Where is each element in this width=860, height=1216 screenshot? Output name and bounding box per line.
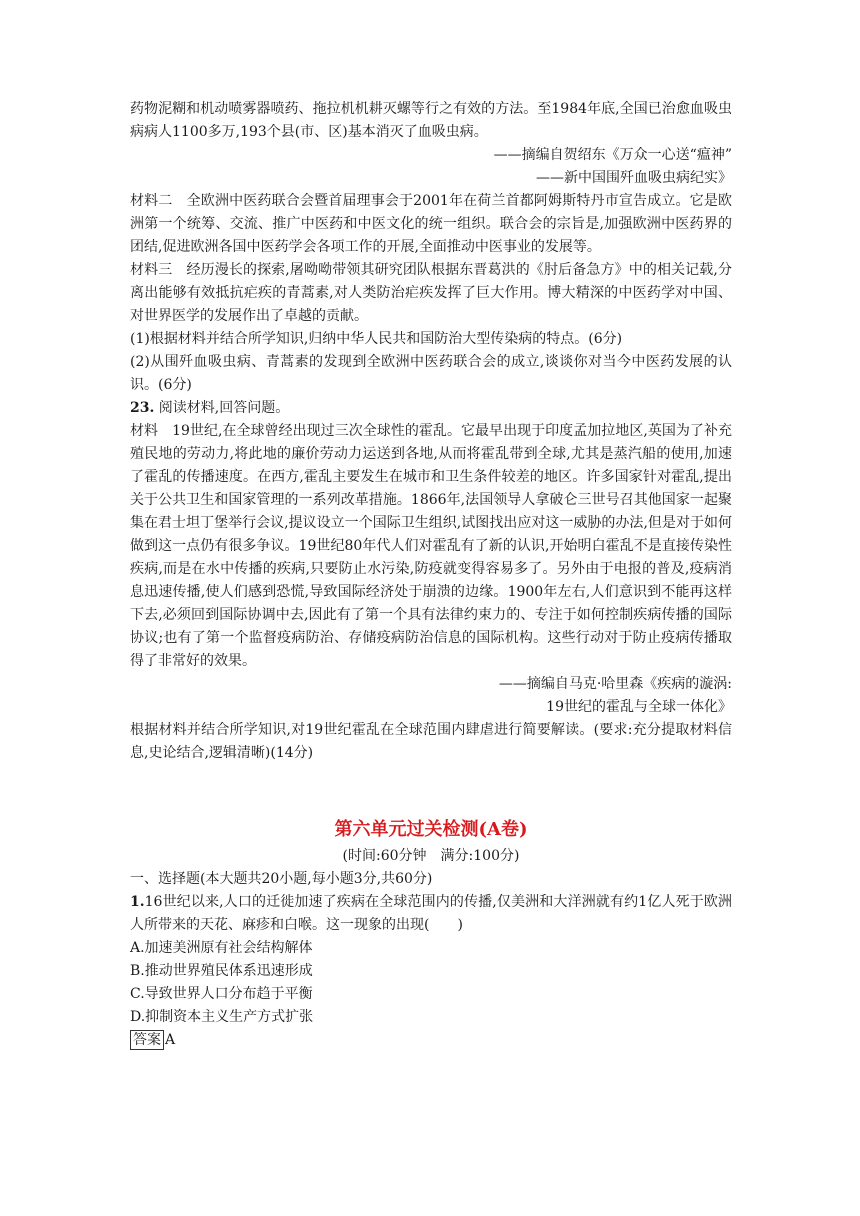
question-1-stem: 16世纪以来,人口的迁徙加速了疾病在全球范围内的传播,仅美洲和大洋洲就有约1亿人死于欧洲人所带来的天花、麻疹和白喉。这一现象的出现( )	[130, 894, 732, 933]
material-3: 材料三 经历漫长的探索,屠呦呦带领其研究团队根据东晋葛洪的《肘后备急方》中的相关记载,分离出能够有效抵抗疟疾的青蒿素,对人类防治疟疾发挥了巨大作用。博大精深的中医药学对中国、对世界医学的发展作出了卓越的贡献。	[130, 262, 732, 324]
question-23-heading	[130, 397, 732, 420]
option-c: C.导致世界人口分布趋于平衡	[130, 986, 313, 1002]
question-23-instruction: 阅读材料,回答问题。	[154, 400, 290, 416]
option-d: D.抑制资本主义生产方式扩张	[130, 1009, 314, 1025]
section-heading: 一、选择题(本大题共20小题,每小题3分,共60分)	[130, 871, 433, 887]
answer-value: A	[165, 1032, 176, 1048]
option-a: A.加速美洲原有社会结构解体	[130, 940, 313, 956]
answer-line	[130, 1029, 732, 1052]
unit-title: 第六单元过关检测(A卷)	[334, 819, 528, 840]
question-1-number: 1.	[130, 894, 145, 910]
question-23-prompt: 根据材料并结合所学知识,对19世纪霍乱在全球范围内肆虐进行简要解读。(要求:充分提取材料信息,史论结合,逻辑清晰)(14分)	[130, 722, 732, 761]
source-citation-1: ——摘编自贺绍东《万众一心送“瘟神”	[493, 147, 732, 163]
answer-label: 答案	[130, 1030, 164, 1050]
time-and-score: (时间:60分钟 满分:100分)	[342, 848, 520, 864]
source-citation-1-cont: ——新中国围歼血吸虫病纪实》	[536, 170, 732, 186]
document-page	[130, 98, 732, 1052]
source-citation-2-cont: 19世纪的霍乱与全球一体化》	[546, 699, 732, 715]
material1-ending: 药物泥糊和机动喷雾器喷药、拖拉机机耕灭螺等行之有效的方法。至1984年底,全国已治愈血吸虫病病人1100多万,193个县(市、区)基本消灭了血吸虫病。	[130, 101, 732, 140]
question-23-number: 23.	[130, 400, 155, 416]
question-22-2: (2)从围歼血吸虫病、青蒿素的发现到全欧洲中医药联合会的成立,谈谈你对当今中医药发展的认识。(6分)	[130, 354, 732, 393]
material-2: 材料二 全欧洲中医药联合会暨首届理事会于2001年在荷兰首都阿姆斯特丹市宣告成立。它是欧洲第一个统筹、交流、推广中医药和中医文化的统一组织。联合会的宗旨是,加强欧洲中医药界的团结,促进欧洲各国中医药学会各项工作的开展,全面推动中医事业的发展等。	[130, 193, 732, 255]
question-1	[130, 891, 732, 937]
question-22-1: (1)根据材料并结合所学知识,归纳中华人民共和国防治大型传染病的特点。(6分)	[130, 331, 623, 347]
source-citation-2: ——摘编自马克·哈里森《疾病的漩涡:	[498, 676, 732, 692]
option-b: B.推动世界殖民体系迅速形成	[130, 963, 313, 979]
question-23-material: 材料 19世纪,在全球曾经出现过三次全球性的霍乱。它最早出现于印度孟加拉地区,英国为了补充殖民地的劳动力,将此地的廉价劳动力运送到各地,从而将霍乱带到全球,尤其是蒸汽船的使用,加速了霍乱的传播速度。在西方,霍乱主要发生在城市和卫生条件较差的地区。许多国家针对霍乱,提出关于公共卫生和国家管理的一系列改革措施。1866年,法国领导人拿破仑三世号召其他国家一起聚集在君士坦丁堡举行会议,提议设立一个国际卫生组织,试图找出应对这一威胁的办法,但是对于如何做到这一点仍有很多争议。19世纪80年代人们对霍乱有了新的认识,开始明白霍乱不是直接传染性疾病,而是在水中传播的疾病,只要防止水污染,防疫就变得容易多了。另外由于电报的普及,疫病消息迅速传播,使人们感到恐慌,导致国际经济处于崩溃的边缘。1900年左右,人们意识到不能再这样下去,必须回到国际协调中去,因此有了第一个具有法律约束力的、专注于如何控制疾病传播的国际协议;也有了第一个监督疫病防治、存储疫病防治信息的国际机构。这些行动对于防止疫病传播取得了非常好的效果。	[130, 423, 732, 669]
